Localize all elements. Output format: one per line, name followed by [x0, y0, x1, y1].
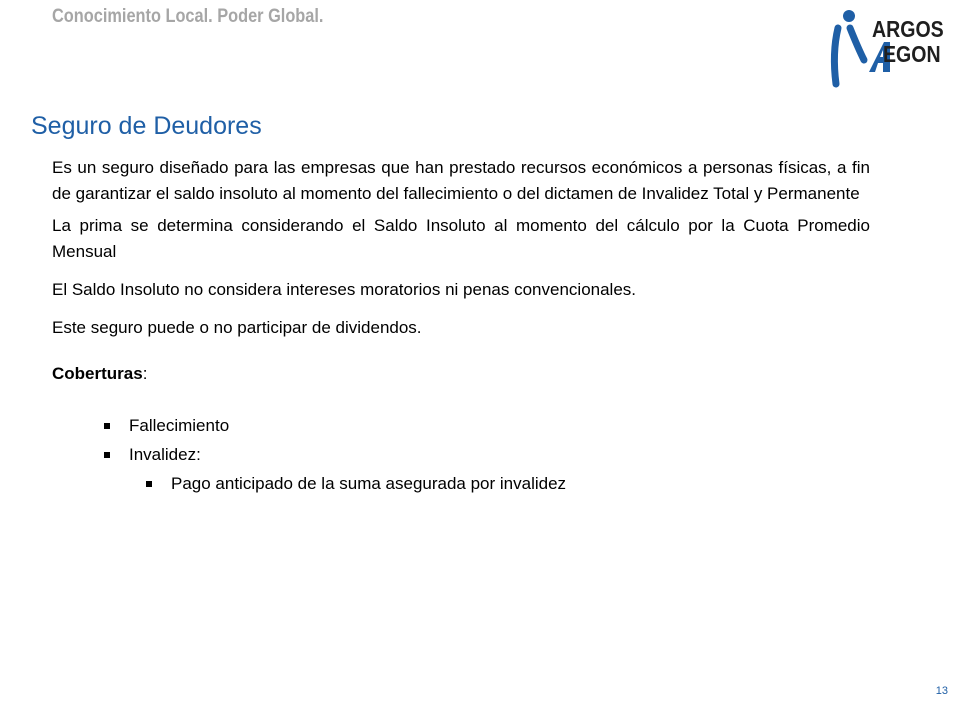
coverage-label: Coberturas [52, 364, 143, 383]
list-item [146, 471, 870, 497]
list-item [104, 442, 870, 468]
coverage-item-label: Fallecimiento [129, 416, 230, 435]
coverage-heading [52, 361, 870, 387]
slide-title: Seguro de Deudores [31, 111, 262, 140]
square-bullet-icon [104, 423, 110, 429]
paragraph-premium: La prima se determina considerando el Saldo Insoluto al momento del cálculo por la Cuota Promedio Mensual [52, 216, 870, 261]
coverage-list [52, 413, 870, 497]
slide-body [52, 155, 870, 500]
coverage-colon: : [142, 364, 148, 383]
paragraph-description: Es un seguro diseñado para las empresas que han prestado recursos económicos a personas físicas, a fin de garantizar el saldo insoluto al momento del fallecimiento o del dictamen de Invalidez Total y Permanente [52, 158, 870, 203]
argos-aegon-logo [828, 8, 952, 88]
header-tagline: Conocimiento Local. Poder Global. [52, 6, 324, 27]
list-item [104, 413, 870, 439]
paragraph-balance: El Saldo Insoluto no considera intereses moratorios ni penas convencionales. [52, 280, 637, 299]
sub-coverage-item-label: Pago anticipado de la suma asegurada por invalidez [171, 474, 567, 493]
logo-text-argos: ARGOS [872, 16, 944, 42]
square-bullet-icon [104, 452, 110, 458]
page-number: 13 [935, 685, 948, 697]
square-bullet-icon [146, 481, 152, 487]
logo-text-egon: EGON [883, 41, 941, 67]
coverage-item-label: Invalidez: [129, 445, 201, 464]
paragraph-dividends: Este seguro puede o no participar de dividendos. [52, 318, 422, 337]
